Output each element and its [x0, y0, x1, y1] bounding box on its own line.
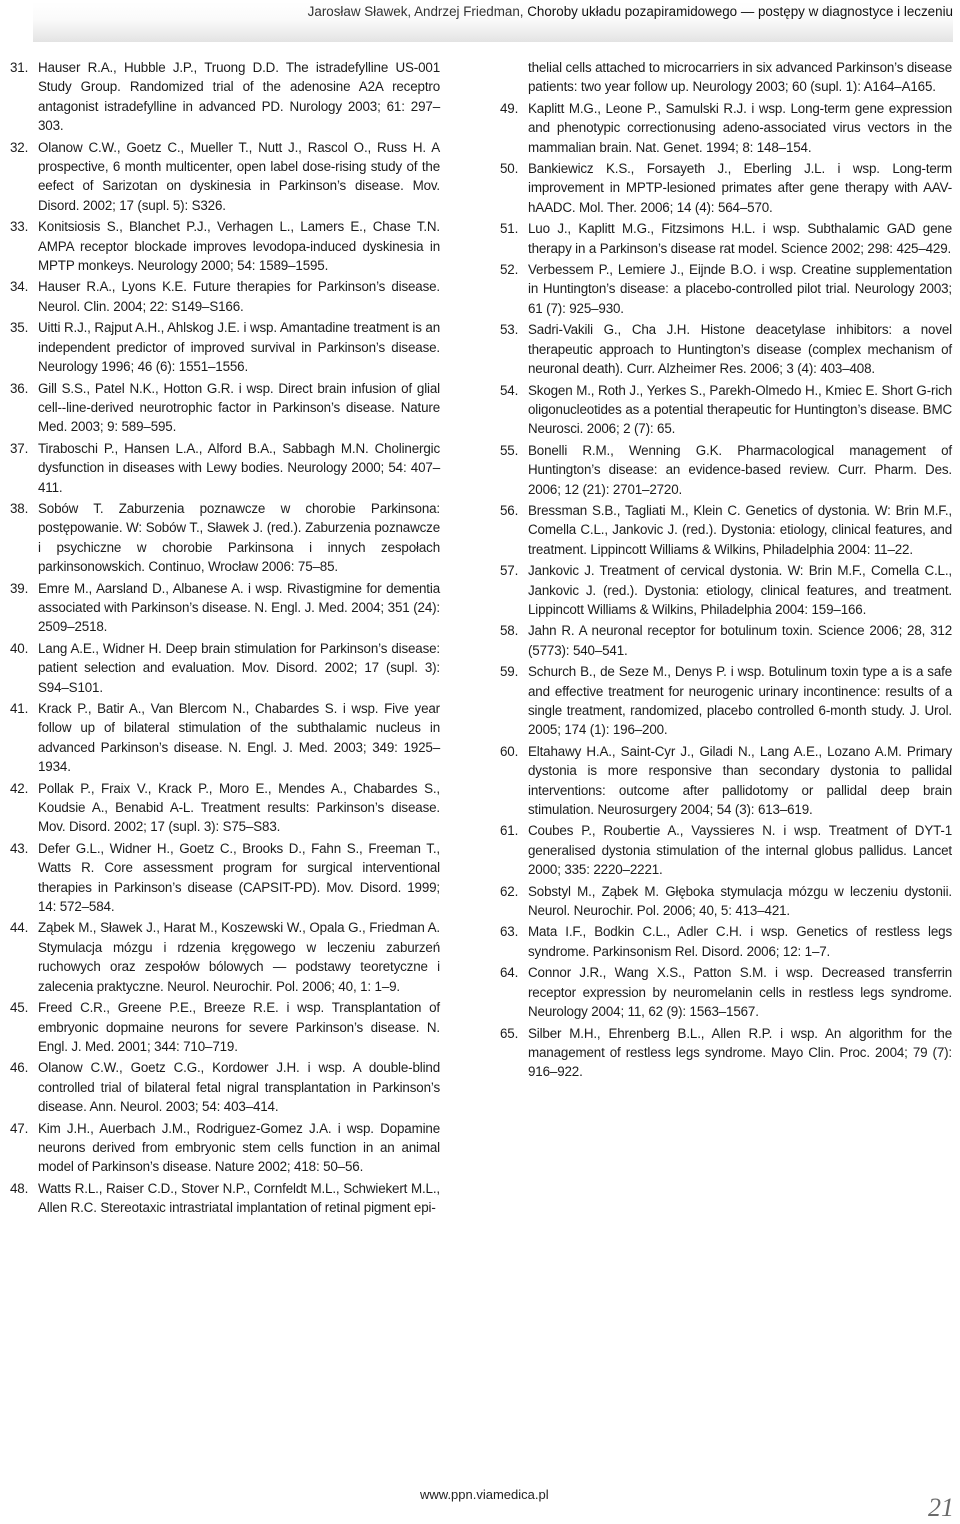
reference-item	[10, 439, 440, 497]
reference-text: Schurch B., de Seze M., Denys P. i wsp. Botulinum toxin type a is a safe and effective treatment for neurogenic urinary incontinence: results of a single treatment, randomized, placebo controlled 6-month study. J. Urol. 2005; 174 (1): 196–200.	[528, 664, 952, 738]
reference-item	[10, 277, 440, 316]
reference-text: Kim J.H., Auerbach J.M., Rodriguez-Gomez J.A. i wsp. Dopamine neurons derived from embryonic stem cells function in an animal model of Parkinson’s disease. Nature 2002; 418: 50–56.	[38, 1120, 440, 1175]
reference-number: 55.	[500, 442, 519, 458]
reference-number: 35.	[10, 320, 29, 336]
reference-number: 59.	[500, 664, 519, 680]
reference-number: 44.	[10, 920, 29, 936]
reference-number: 37.	[10, 440, 29, 456]
reference-text: Kaplitt M.G., Leone P., Samulski R.J. i wsp. Long-term gene expression and phenotypic correctionusing adeno-associated virus vectors in the mammalian brain. Nat. Genet. 1994; 8: 148–154.	[528, 100, 952, 155]
reference-item	[500, 662, 952, 740]
reference-item	[500, 159, 952, 217]
reference-number: 36.	[10, 380, 29, 396]
reference-number: 42.	[10, 780, 29, 796]
reference-text: Olanow C.W., Goetz C.G., Kordower J.H. i wsp. A double-blind controlled trial of bilateral fetal nigral transplantation in Parkinson’s disease. Ann. Neurol. 2003; 54: 403–414.	[38, 1060, 440, 1115]
reference-item	[10, 1179, 440, 1218]
reference-text: Watts R.L., Raiser C.D., Stover N.P., Cornfeldt M.L., Schwiekert M.L., Allen R.C. Stereotaxic intrastriatal implantation of retinal pigment epi-	[38, 1180, 440, 1216]
reference-number: 46.	[10, 1060, 29, 1076]
reference-item	[10, 639, 440, 697]
reference-number: 57.	[500, 563, 519, 579]
reference-item	[10, 699, 440, 777]
reference-text: Pollak P., Fraix V., Krack P., Moro E., Mendes A., Chabardes S., Koudsie A., Benabid A-L. Treatment results: Parkinson’s disease. Mov. Disord. 2002; 17 (supl. 3): S75–S83.	[38, 780, 440, 835]
reference-number: 65.	[500, 1025, 519, 1041]
reference-item	[500, 922, 952, 961]
reference-text: Mata I.F., Bodkin C.L., Adler C.H. i wsp. Genetics of restless legs syndrome. Parkinsonism Rel. Disord. 2006; 12: 1–7.	[528, 924, 952, 959]
reference-item	[500, 320, 952, 378]
reference-item	[10, 499, 440, 577]
reference-text: Luo J., Kaplitt M.G., Fitzsimons H.L. i wsp. Subthalamic GAD gene therapy in a Parkinson’s disease rat model. Science 2002; 298: 425–429.	[528, 221, 952, 256]
reference-continuation	[500, 58, 952, 97]
reference-number: 48.	[10, 1180, 29, 1196]
reference-item	[10, 998, 440, 1056]
reference-item	[500, 260, 952, 318]
reference-text: Gill S.S., Patel N.K., Hotton G.R. i wsp. Direct brain infusion of glial cell--line-derived neurotrophic factor in Parkinson’s disease. Nature Med. 2003; 9: 589–595.	[38, 380, 440, 435]
reference-item	[10, 779, 440, 837]
reference-text: Uitti R.J., Rajput A.H., Ahlskog J.E. i wsp. Amantadine treatment is an independent predictor of improved survival in Parkinson’s disease. Neurology 1996; 46 (6): 1551–1556.	[38, 320, 440, 375]
reference-text: Connor J.R., Wang X.S., Patton S.M. i wsp. Decreased transferrin receptor expression by neuromelanin cells in restless legs syndrome. Neurology 2004; 11, 62 (9): 1563–1567.	[528, 965, 952, 1020]
reference-number: 34.	[10, 279, 29, 295]
reference-text: Sobów T. Zaburzenia poznawcze w chorobie Parkinsona: postępowanie. W: Sobów T., Sławek J. (red.). Zaburzenia poznawcze i psychiczne w chorobie Parkinsona i innych zespołach parkinsonowskich. Continuo, Wrocław 2006: 75–85.	[38, 500, 440, 575]
reference-item	[500, 501, 952, 559]
reference-number: 33.	[10, 219, 29, 235]
reference-number: 31.	[10, 60, 29, 75]
reference-item	[10, 1058, 440, 1116]
references-right-column	[500, 58, 952, 1084]
reference-number: 62.	[500, 883, 519, 899]
reference-item	[10, 579, 440, 637]
reference-text: Bankiewicz K.S., Forsayeth J., Eberling J.L. i wsp. Long-term improvement in MPTP-lesioned primates after gene therapy with AAV-hAADC. Mol. Ther. 2006; 14 (4): 564–570.	[528, 161, 952, 215]
reference-item	[10, 138, 440, 216]
reference-number: 58.	[500, 623, 519, 639]
reference-item	[10, 379, 440, 437]
reference-text: Hauser R.A., Lyons K.E. Future therapies for Parkinson’s disease. Neurol. Clin. 2004; 22: S149–S166.	[38, 279, 440, 314]
page-number: 21	[928, 1493, 954, 1522]
reference-item	[500, 219, 952, 258]
reference-text: Sadri-Vakili G., Cha J.H. Histone deacetylase inhibitors: a novel therapeutic approach to Huntington’s disease (complex mechanism of neuronal death). Curr. Alzheimer Res. 2006; 3 (4): 403–408.	[528, 322, 952, 377]
reference-text: Sobstyl M., Ząbek M. Głęboka stymulacja mózgu w leczeniu dystonii. Neurol. Neurochir. Pol. 2006; 40, 5: 413–421.	[528, 883, 952, 919]
reference-number: 61.	[500, 823, 519, 839]
reference-number: 63.	[500, 924, 519, 940]
reference-text: Jahn R. A neuronal receptor for botulinum toxin. Science 2006; 28, 312 (5773): 540–541.	[528, 623, 952, 658]
reference-number: 51.	[500, 221, 519, 237]
reference-item	[500, 621, 952, 660]
header-title: Choroby układu pozapiramidowego — postępy w diagnostyce i leczeniu	[527, 4, 953, 19]
reference-text: Verbessem P., Lemiere J., Eijnde B.O. i wsp. Creatine supplementation in Huntington’s disease: a placebo-controlled pilot trial. Neurology 2003; 61 (7): 925–930.	[528, 262, 952, 316]
reference-number: 53.	[500, 322, 519, 338]
reference-item	[10, 217, 440, 275]
reference-item	[500, 882, 952, 921]
reference-text: Bonelli R.M., Wenning G.K. Pharmacological management of Huntington’s disease: an evidence-based review. Curr. Pharm. Des. 2006; 12 (21): 2701–2720.	[528, 442, 952, 497]
reference-text: thelial cells attached to microcarriers in six advanced Parkinson’s disease patients: two year follow up. Neurology 2003; 60 (supl. 1): A164–A165.	[528, 60, 952, 95]
header-authors: Jarosław Sławek, Andrzej Friedman,	[307, 4, 528, 19]
reference-number: 49.	[500, 100, 519, 116]
reference-number: 52.	[500, 262, 519, 278]
reference-text: Tiraboschi P., Hansen L.A., Alford B.A., Sabbagh M.N. Cholinergic dysfunction in diseases with Lewy bodies. Neurology 2000; 54: 407–411.	[38, 440, 440, 495]
reference-number: 40.	[10, 640, 29, 656]
reference-number: 32.	[10, 139, 29, 155]
reference-item	[10, 1119, 440, 1177]
reference-item	[500, 381, 952, 439]
reference-number: 56.	[500, 502, 519, 518]
reference-text: Jankovic J. Treatment of cervical dystonia. W: Brin M.F., Comella C.L., Jankovic J. (red.). Dystonia: etiology, clinical features, and treatment. Lippincott Williams & Wilkins, Philadelphia 2004: 159–166.	[528, 563, 952, 617]
reference-item	[10, 58, 440, 136]
running-header	[33, 2, 953, 42]
reference-text: Olanow C.W., Goetz C., Mueller T., Nutt J., Rascol O., Russ H. A prospective, 6 month multicenter, open label dose-rising study of the eefect of Sarizotan on dyskinesia in Parkinson’s disease. Mov. Disord. 2002; 17 (supl. 5): S326.	[38, 139, 440, 213]
reference-text: Ząbek M., Sławek J., Harat M., Koszewski W., Opala G., Friedman A. Stymulacja mózgu i rdzenia kręgowego w leczeniu zaburzeń ruchowych oraz zespołów bólowych — podstawy teoretyczne i zalecenia praktyczne. Neurol. Neurochir. Pol. 2006; 40, 1: 1–9.	[38, 920, 440, 994]
reference-item	[500, 742, 952, 820]
reference-number: 38.	[10, 500, 29, 516]
reference-item	[500, 1024, 952, 1082]
reference-text: Emre M., Aarsland D., Albanese A. i wsp. Rivastigmine for dementia associated with Parkinson’s disease. N. Engl. J. Med. 2004; 351 (24): 2509–2518.	[38, 580, 440, 635]
reference-item	[500, 963, 952, 1021]
reference-item	[500, 561, 952, 619]
reference-text: Lang A.E., Widner H. Deep brain stimulation for Parkinson’s disease: patient selection and evaluation. Mov. Disord. 2002; 17 (supl. 3): S94–S101.	[38, 640, 440, 695]
journal-url: www.ppn.viamedica.pl	[420, 1487, 549, 1502]
reference-item	[500, 99, 952, 157]
reference-number: 60.	[500, 743, 519, 759]
reference-number: 45.	[10, 1000, 29, 1016]
references-left-column	[10, 58, 440, 1220]
reference-item	[500, 821, 952, 879]
reference-text: Eltahawy H.A., Saint-Cyr J., Giladi N., Lang A.E., Lozano A.M. Primary dystonia is more responsive than secondary dystonia to pallidal interventions: outcome after pallidotomy or pallidal deep brain stimulation. Neurosurgery 2004; 54 (3): 613–619.	[528, 743, 952, 818]
reference-item	[10, 318, 440, 376]
reference-number: 43.	[10, 840, 29, 856]
reference-text: Krack P., Batir A., Van Blercom N., Chabardes S. i wsp. Five year follow up of bilateral stimulation of the subthalamic nucleus in advanced Parkinson’s disease. N. Engl. J. Med. 2003; 349: 1925–1934.	[38, 701, 440, 775]
reference-item	[500, 441, 952, 499]
reference-item	[10, 839, 440, 917]
reference-text: Silber M.H., Ehrenberg B.L., Allen R.P. i wsp. An algorithm for the management of restless legs syndrome. Mayo Clin. Proc. 2004; 79 (7): 916–922.	[528, 1025, 952, 1080]
reference-text: Hauser R.A., Hubble J.P., Truong D.D. The istradefylline US-001 Study Group. Randomized trial of the adenosine A2A receptro antagonist istradefylline in advanced PD. Nurology 2003; 61: 297–303.	[38, 60, 440, 134]
reference-text: Coubes P., Roubertie A., Vayssieres N. i wsp. Treatment of DYT-1 generalised dystonia stimulation of the internal globus pallidus. Lancet 2000; 335: 2220–2221.	[528, 823, 952, 878]
reference-number: 54.	[500, 382, 519, 398]
reference-number: 50.	[500, 161, 519, 177]
reference-number: 39.	[10, 580, 29, 596]
reference-text: Skogen M., Roth J., Yerkes S., Parekh-Olmedo H., Kmiec E. Short G-rich oligonucleotides as a potential therapeutic for Huntington’s disease. BMC Neurosci. 2006; 2 (7): 65.	[528, 382, 952, 437]
reference-number: 41.	[10, 701, 29, 716]
reference-text: Defer G.L., Widner H., Goetz C., Brooks D., Fahn S., Freeman T., Watts R. Core assessment program for surgical interventional therapies in Parkinson’s disease (CAPSIT-PD). Mov. Disord. 1999; 14: 572–584.	[38, 840, 440, 915]
reference-text: Konitsiosis S., Blanchet P.J., Verhagen L., Lamers E., Chase T.N. AMPA receptor blockade improves levodopa-induced dyskinesia in MPTP monkeys. Neurology 2000; 54: 1589–1595.	[38, 219, 440, 274]
reference-text: Bressman S.B., Tagliati M., Klein C. Genetics of dystonia. W: Brin M.F., Comella C.L., Jankovic J. (red.). Dystonia: etiology, clinical features, and treatment. Lippincott Williams & Wilkins, Philadelphia 2004: 11–22.	[528, 502, 952, 557]
reference-number: 64.	[500, 965, 519, 981]
reference-number: 47.	[10, 1120, 29, 1136]
reference-item	[10, 918, 440, 996]
reference-text: Freed C.R., Greene P.E., Breeze R.E. i wsp. Transplantation of embryonic dopmaine neurons for severe Parkinson’s disease. N. Engl. J. Med. 2001; 344: 710–719.	[38, 1000, 440, 1054]
